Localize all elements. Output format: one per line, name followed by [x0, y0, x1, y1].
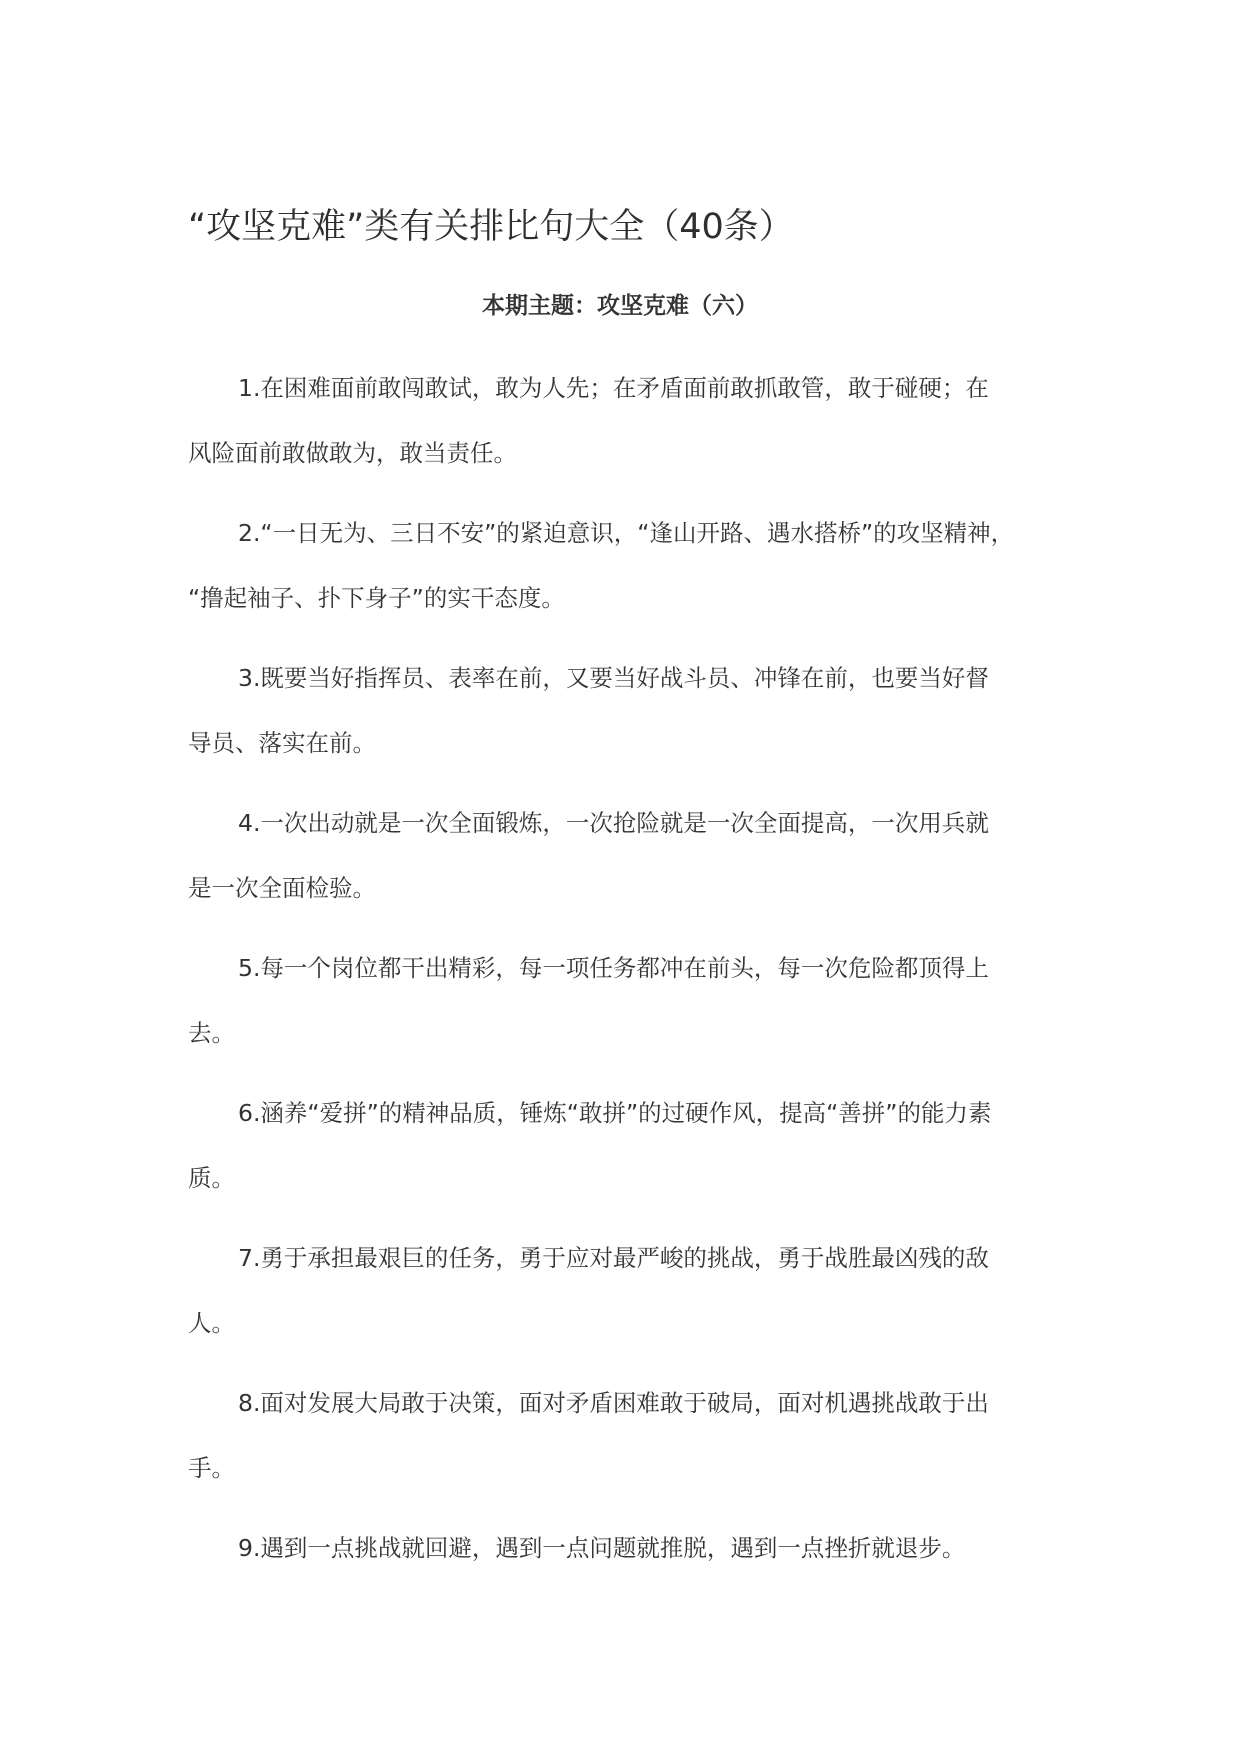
list-item [188, 1095, 1068, 1225]
item-line: 1.在困难面前敢闯敢试，敢为人先；在矛盾面前敢抓敢管，敢于碰硬；在 [238, 374, 989, 402]
list-item [188, 1385, 1068, 1515]
list-item [188, 1530, 1068, 1595]
item-line: 风险面前敢做敢为，敢当责任。 [188, 439, 517, 467]
item-line: 2.“一日无为、三日不安”的紧迫意识，“逢山开路、遇水搭桥”的攻坚精神， [238, 519, 1015, 547]
item-line: “撸起袖子、扑下身子”的实干态度。 [188, 584, 565, 612]
list-item [188, 805, 1068, 935]
item-line: 5.每一个岗位都干出精彩，每一项任务都冲在前头，每一次危险都顶得上 [238, 954, 989, 982]
list-item [188, 370, 1068, 500]
list-item [188, 950, 1068, 1080]
item-line: 8.面对发展大局敢于决策，面对矛盾困难敢于破局，面对机遇挑战敢于出 [238, 1389, 989, 1417]
item-line: 质。 [188, 1164, 235, 1192]
item-line: 7.勇于承担最艰巨的任务，勇于应对最严峻的挑战，勇于战胜最凶残的敌 [238, 1244, 989, 1272]
document-title: “攻坚克难”类有关排比句大全（40条） [188, 207, 794, 247]
item-line: 手。 [188, 1454, 235, 1482]
item-line: 去。 [188, 1019, 235, 1047]
item-line: 4.一次出动就是一次全面锻炼，一次抢险就是一次全面提高，一次用兵就 [238, 809, 989, 837]
item-line: 导员、落实在前。 [188, 729, 376, 757]
item-line: 3.既要当好指挥员、表率在前，又要当好战斗员、冲锋在前，也要当好督 [238, 664, 989, 692]
item-line: 是一次全面检验。 [188, 874, 376, 902]
item-line: 9.遇到一点挑战就回避，遇到一点问题就推脱，遇到一点挫折就退步。 [238, 1534, 966, 1562]
list-item [188, 660, 1068, 790]
item-line: 人。 [188, 1309, 235, 1337]
list-item [188, 1240, 1068, 1370]
document-subtitle: 本期主题：攻坚克难（六） [482, 293, 758, 319]
list-item [188, 515, 1068, 645]
item-line: 6.涵养“爱拼”的精神品质，锤炼“敢拼”的过硬作风，提高“善拼”的能力素 [238, 1099, 992, 1127]
